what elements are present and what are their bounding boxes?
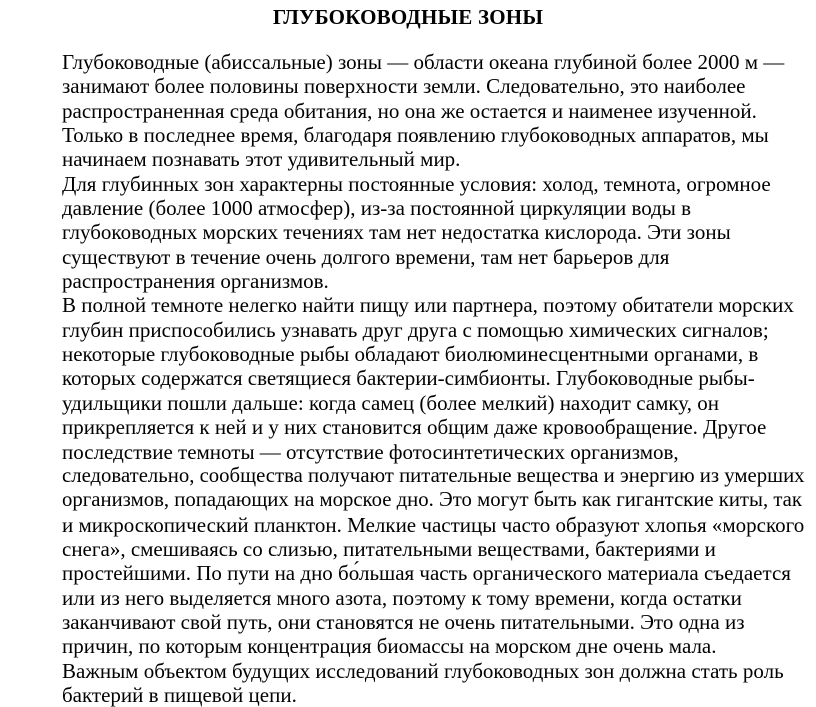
text-line: или из него выделяется много азота, поэтому к тому времени, когда остатки — [62, 585, 742, 610]
document-title: ГЛУБОКОВОДНЫЕ ЗОНЫ — [272, 5, 544, 29]
text-line: которых содержатся светящиеся бактерии-симбионты. Глубоководные рыбы- — [62, 366, 755, 391]
text-line: Глубоководные (абиссальные) зоны — области океана глубиной более 2000 м — — [62, 50, 785, 74]
document-body — [62, 50, 805, 707]
text-line: распространения организмов. — [62, 269, 329, 294]
text-line: Важным объектом будущих исследований глубоководных зон должна стать роль — [62, 658, 784, 683]
text-line: заканчивают свой путь, они становятся не очень питательными. Это одна из — [62, 609, 745, 634]
text-line: снега», смешиваясь со слизью, питательными веществами, бактериями и — [62, 536, 716, 561]
text-line: причин, по которым концентрация биомассы на морском дне очень мала. — [62, 634, 717, 659]
text-line: простейшими. По пути на дно бо́льшая часть органического материала съедается — [62, 561, 791, 586]
text-line: организмов, попадающих на морское дно. Это могут быть как гигантские киты, так — [62, 489, 802, 512]
text-line: последствие темноты — отсутствие фотосинтетических организмов, — [62, 439, 679, 464]
text-line: Только в последнее время, благодаря появлению глубоководных аппаратов, мы — [62, 123, 769, 148]
text-line: занимают более половины поверхности земли. Следовательно, это наиболее — [62, 74, 746, 99]
text-line: начинаем познавать этот удивительный мир. — [62, 147, 461, 172]
text-line: распространенная среда обитания, но она же остается и наименее изученной. — [62, 98, 757, 123]
text-line: давление (более 1000 атмосфер), из-за постоянной циркуляции воды в — [62, 196, 692, 221]
text-line: глубин приспособились узнавать друг друга с помощью химических сигналов; — [62, 317, 769, 342]
text-line: Для глубинных зон характерны постоянные условия: холод, темнота, огромное — [62, 171, 771, 196]
text-line: существуют в течение очень долгого времени, там нет барьеров для — [62, 244, 670, 269]
text-line: удильщики пошли дальше: когда самец (более мелкий) находит самку, он — [62, 390, 719, 415]
text-line: В полной темноте нелегко найти пищу или партнера, поэтому обитатели морских — [62, 293, 794, 318]
text-line: и микроскопический планктон. Мелкие частицы часто образуют хлопья «морского — [62, 512, 805, 537]
text-line: следовательно, сообщества получают питательные вещества и энергию из умерших — [62, 464, 805, 487]
text-line: прикрепляется к ней и у них становится общим даже кровообращение. Другое — [62, 415, 767, 440]
text-line: бактерий в пищевой цепи. — [62, 682, 297, 707]
text-line: глубоководных морских течениях там нет недостатка кислорода. Эти зоны — [62, 220, 731, 245]
text-line: некоторые глубоководные рыбы обладают биолюминесцентными органами, в — [62, 342, 759, 367]
